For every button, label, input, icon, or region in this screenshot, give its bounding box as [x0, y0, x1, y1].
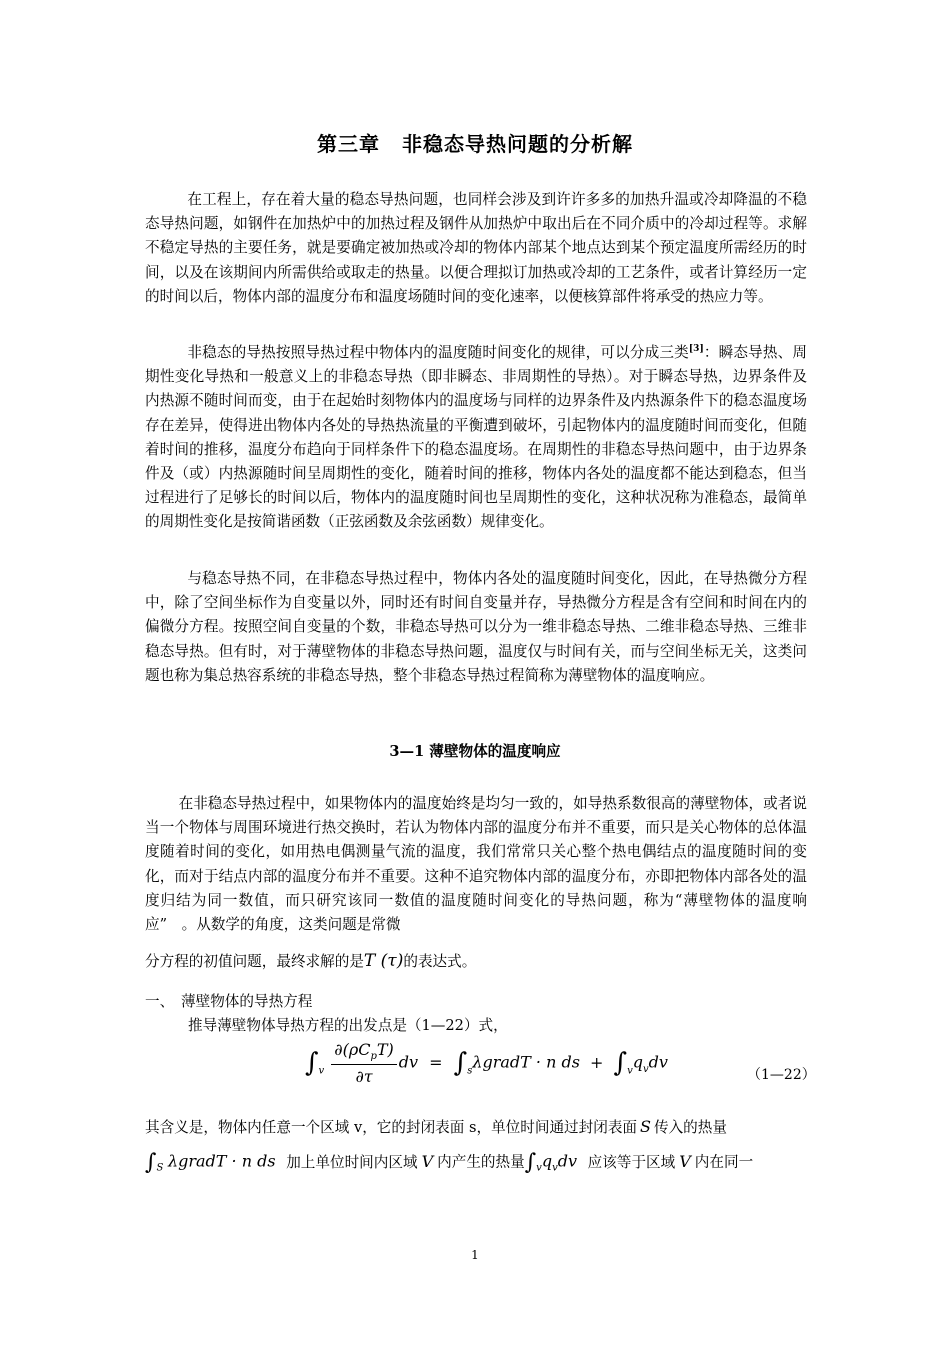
paragraph-4: 在非稳态导热过程中，如果物体内的温度始终是均匀一致的，如导热系数很高的薄壁物体，或者说当一个物体与周围环境进行热交换时，若认为物体内部的温度分布并不重要，而只是关心物体的总体温度随着时间的变化，如用热电偶测量气流的温度，我们常常只关心整个热电偶结点的温度随时间的变化，而对于结点内部的温度分布并不重要。这种不追究物体内部的温度分布，亦即把物体内部各处的温度归结为同一数值，而只研究该同一数值的温度随时间变化的导热问题，称为“薄壁物体的温度响应” 。从数学的角度，这类问题是常微	[145, 795, 807, 934]
derivation-intro: 推导薄壁物体导热方程的出发点是（1—22）式，	[188, 1017, 508, 1034]
chapter-label: 第三章	[317, 132, 380, 156]
equation-fraction: $\frac{\partial(\rho C_pT)}{\partial\tau}$	[331, 1040, 397, 1086]
paragraph-3: 与稳态导热不同，在非稳态导热过程中，物体内各处的温度随时间变化，因此，在导热微分方程中，除了空间坐标作为自变量以外，同时还有时间自变量并存，导热微分方程是含有空间和时间在内的偏微分方程。按照空间自变量的个数，非稳态导热可以分为一维非稳态导热、二维非稳态导热、三维非稳态导热。但有时，对于薄壁物体的非稳态导热问题，温度仅与时间有关，而与空间坐标无关，这类问题也称为集总热容系统的非稳态导热，整个非稳态导热过程简称为薄壁物体的温度响应。	[145, 570, 807, 684]
meaning-line: 其含义是，物体内任意一个区域 v，它的封闭表面 s，单位时间通过封闭表面 S 传入的热量	[145, 1117, 727, 1136]
T-tau-expression: T (τ)	[363, 951, 404, 971]
subsection-heading: 一、 薄壁物体的导热方程	[145, 993, 313, 1010]
equation-1-22: $\int_v$ $\frac{\partial(\rho C_pT)}{\partial\tau}$ dv = $\int_s\lambda gradT \cdot n$ ds + $\int_vq_vdv$	[305, 1040, 668, 1087]
equation-number: （1—22）	[747, 1067, 816, 1083]
section-title: 3—1 薄壁物体的温度响应	[389, 743, 561, 760]
paragraph-2-body: 态导热、周期性变化导热和一般意义上的非稳态导热（即非瞬态、非周期性的导热）。对于瞬态导热，边界条件及内热源不随时间而变，由于在起始时刻物体内的温度场与同样的边界条件及内热源条件下的稳态温度场存在差异，使得进出物体内各处的导热热流量的平衡遭到破坏，引起物体内的温度随时间而变化，但随着时间的推移，温度分布趋向于同样条件下的稳态温度场。在周期性的非稳态导热问题中，由于边界条件及（或）内热源随时间呈周期性的变化，随着时间的推移，物体内各处的温度都不能达到稳态，但当过程进行了足够长的时间以后，物体内的温度随时间也呈周期性的变化，这种状况称为准稳态，最简单的周期性变化是按简谐函数（正弦函数及余弦函数）规律变化。	[145, 344, 807, 531]
page-title	[0, 128, 950, 157]
meaning-line-2: $\int_S$ λgradT · n ds 加上单位时间内区域 V 内产生的热量$\int_vq_vdv$ 应该等于区域 V 内在同一	[145, 1150, 754, 1175]
paragraph-2-tail-lead: ：瞬	[703, 344, 734, 361]
chapter-name: 非稳态导热问题的分析解	[402, 132, 633, 156]
citation: [3]	[688, 344, 704, 355]
paragraph-1: 在工程上，存在着大量的稳态导热问题，也同样会涉及到许许多多的加热升温或冷却降温的不稳态导热问题，如钢件在加热炉中的加热过程及钢件从加热炉中取出后在不同介质中的冷却过程等。求解不稳定导热的主要任务，就是要确定被加热或冷却的物体内部某个地点达到某个预定温度所需经历的时间，以及在该期间内所需供给或取走的热量。以便合理拟订加热或冷却的工艺条件，或者计算经历一定的时间以后，物体内部的温度分布和温度场随时间的变化速率，以便核算部件将承受的热应力等。	[145, 191, 807, 305]
paragraph-2-lead: 非稳态的导热按照导热过程中物体内的温度随时间变化的规律，可以分成三类	[187, 344, 689, 361]
paragraph-2	[145, 341, 807, 535]
page-number: 1	[471, 1248, 479, 1262]
paragraph-4-end: 分方程的初值问题，最终求解的是T (τ)的表达式。	[145, 951, 477, 971]
